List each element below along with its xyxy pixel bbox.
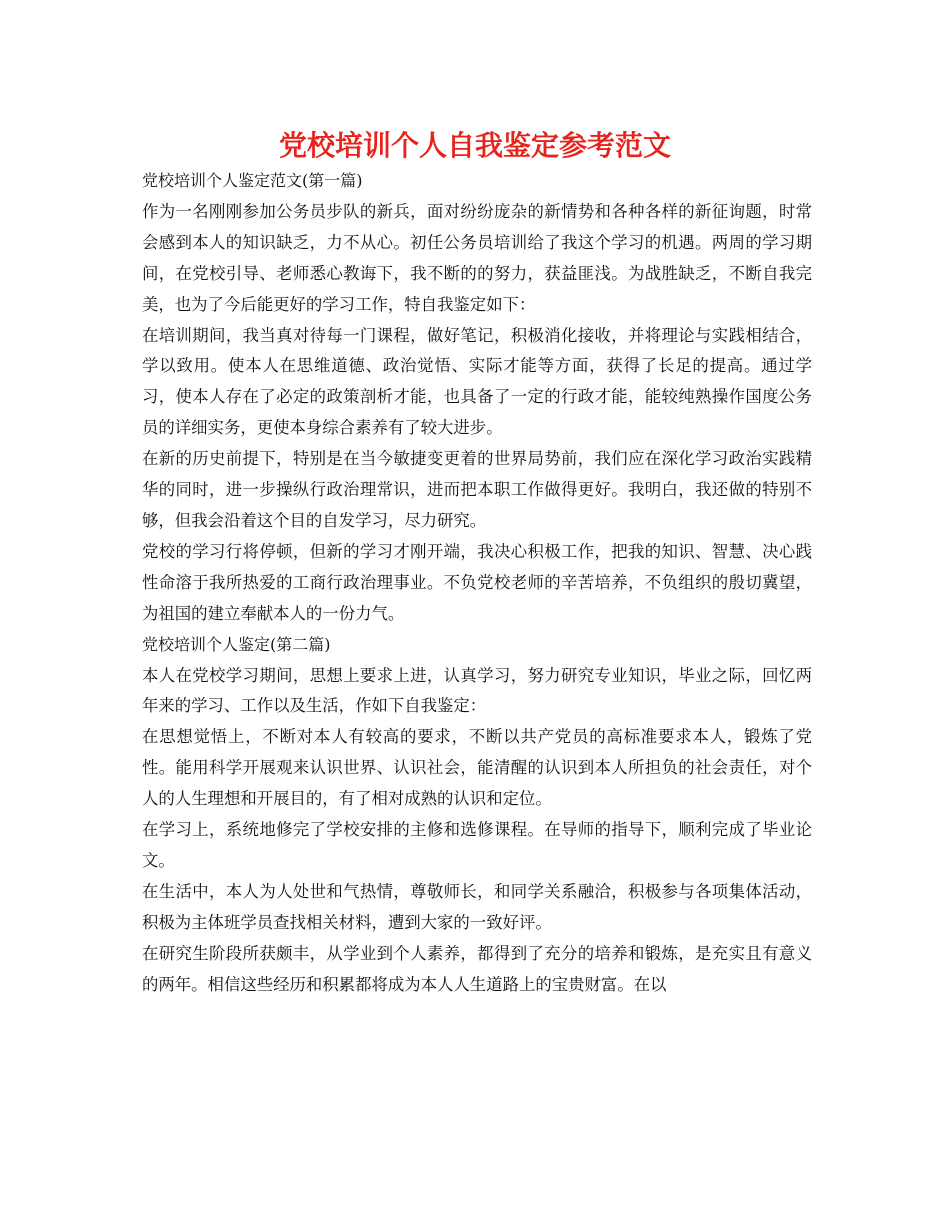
paragraph: 在生活中，本人为人处世和气热情，尊敬师长，和同学关系融洽，积极参与各项集体活动，积极为主体班学员查找相关材料，遭到大家的一致好评。 xyxy=(142,881,812,932)
paragraph: 本人在党校学习期间，思想上要求上进，认真学习，努力研究专业知识，毕业之际，回忆两年来的学习、工作以及生活，作如下自我鉴定： xyxy=(142,665,812,716)
paragraph: 党校的学习行将停顿，但新的学习才刚开端，我决心积极工作，把我的知识、智慧、决心践性命溶于我所热爱的工商行政治理事业。不负党校老师的辛苦培养，不负组织的殷切冀望，为祖国的建立奉献本人的一份力气。 xyxy=(142,541,812,623)
paragraph: 在研究生阶段所获颇丰，从学业到个人素养，都得到了充分的培养和锻炼，是充实且有意义的两年。相信这些经历和积累都将成为本人人生道路上的宝贵财富。在以 xyxy=(142,943,812,994)
paragraph: 在学习上，系统地修完了学校安排的主修和选修课程。在导师的指导下，顺利完成了毕业论文。 xyxy=(142,820,812,870)
paragraph: 在培训期间，我当真对待每一门课程，做好笔记，积极消化接收，并将理论与实践相结合，学以致用。使本人在思维道德、政治觉悟、实际才能等方面，获得了长足的提高。通过学习，使本人存在了必定的政策剖析才能，也具备了一定的行政才能，能较纯熟操作国度公务员的详细实务，更使本身综合素养有了较大进步。 xyxy=(142,325,812,438)
section-heading-1: 党校培训个人鉴定范文(第一篇) xyxy=(142,171,363,190)
section-heading-2: 党校培训个人鉴定(第二篇) xyxy=(142,634,331,654)
paragraph: 在新的历史前提下，特别是在当今敏捷变更着的世界局势前，我们应在深化学习政治实践精华的同时，进一步操纵行政治理常识，进而把本职工作做得更好。我明白，我还做的特别不够，但我会沿着这个目的自发学习，尽力研究。 xyxy=(142,449,812,530)
paragraph: 在思想觉悟上，不断对本人有较高的要求，不断以共产党员的高标准要求本人，锻炼了党性。能用科学开展观来认识世界、认识社会，能清醒的认识到本人所担负的社会责任，对个人的人生理想和开展目的，有了相对成熟的认识和定位。 xyxy=(142,727,812,809)
document-body xyxy=(142,166,812,1000)
paragraph: 作为一名刚刚参加公务员步队的新兵，面对纷纷庞杂的新情势和各种各样的新征询题，时常会感到本人的知识缺乏，力不从心。初任公务员培训给了我这个学习的机遇。两周的学习期间，在党校引导、老师悉心教诲下，我不断的的努力，获益匪浅。为战胜缺乏，不断自我完美，也为了今后能更好的学习工作，特自我鉴定如下： xyxy=(142,201,812,314)
document-title: 党校培训个人自我鉴定参考范文 xyxy=(278,129,671,162)
